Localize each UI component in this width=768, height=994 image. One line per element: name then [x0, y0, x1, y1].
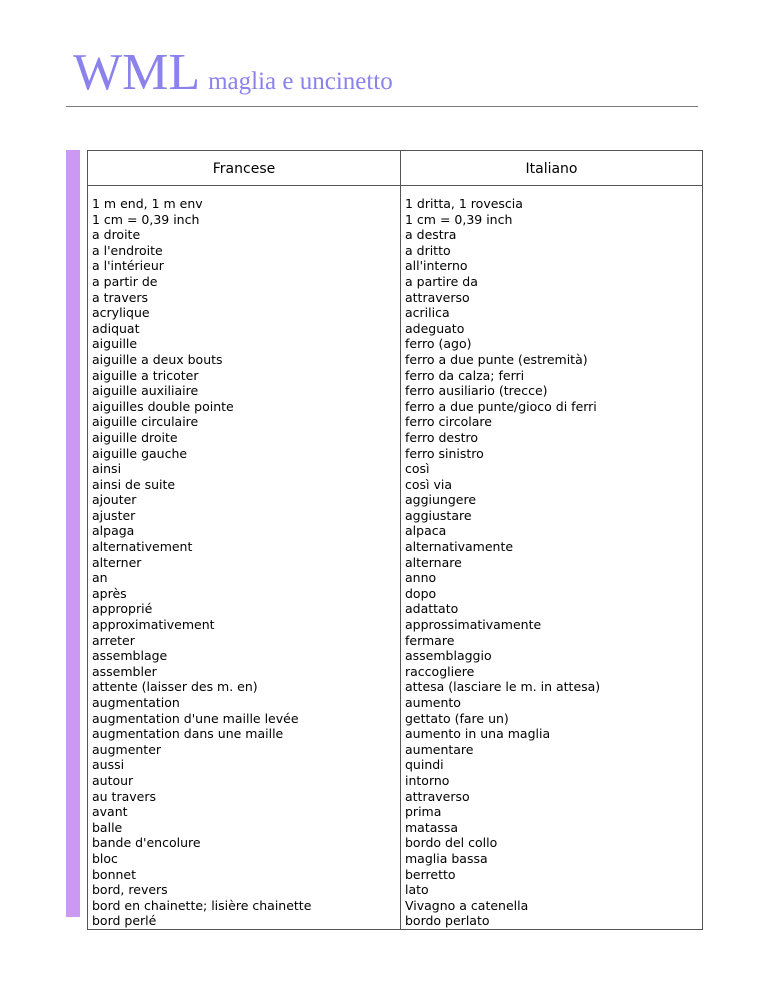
table-row	[88, 243, 703, 259]
table-row	[88, 414, 703, 430]
italian-term: così	[401, 461, 703, 477]
table-row	[88, 586, 703, 602]
italian-term: a dritto	[401, 243, 703, 259]
table-row	[88, 446, 703, 462]
italian-term: ferro ausiliario (trecce)	[401, 383, 703, 399]
table-row	[88, 539, 703, 555]
italian-term: adeguato	[401, 321, 703, 337]
italian-term: bordo del collo	[401, 835, 703, 851]
table-row	[88, 882, 703, 898]
italian-term: all'interno	[401, 258, 703, 274]
french-term: bord en chainette; lisière chainette	[88, 898, 401, 914]
table-row	[88, 258, 703, 274]
italian-term: alternare	[401, 555, 703, 571]
french-term: augmenter	[88, 742, 401, 758]
italian-term: anno	[401, 570, 703, 586]
table-row	[88, 695, 703, 711]
table-row	[88, 664, 703, 680]
italian-term: a partire da	[401, 274, 703, 290]
table-row	[88, 352, 703, 368]
italian-term: prima	[401, 804, 703, 820]
italian-term: maglia bassa	[401, 851, 703, 867]
italian-term: ferro da calza; ferri	[401, 368, 703, 384]
table-row	[88, 773, 703, 789]
italian-term: aumento	[401, 695, 703, 711]
italian-term: berretto	[401, 867, 703, 883]
french-term: a travers	[88, 290, 401, 306]
table-row	[88, 898, 703, 914]
italian-term: approssimativamente	[401, 617, 703, 633]
table-row	[88, 399, 703, 415]
french-term: aiguille auxiliaire	[88, 383, 401, 399]
french-term: bloc	[88, 851, 401, 867]
italian-term: attraverso	[401, 789, 703, 805]
table-row	[88, 523, 703, 539]
italian-term: fermare	[401, 633, 703, 649]
italian-term: assemblaggio	[401, 648, 703, 664]
table-row	[88, 711, 703, 727]
italian-term: attesa (lasciare le m. in attesa)	[401, 679, 703, 695]
glossary-table	[87, 150, 703, 930]
italian-term: ferro (ago)	[401, 336, 703, 352]
italian-term: acrilica	[401, 305, 703, 321]
french-term: autour	[88, 773, 401, 789]
french-term: aiguille circulaire	[88, 414, 401, 430]
italian-term: aggiungere	[401, 492, 703, 508]
french-term: an	[88, 570, 401, 586]
italian-term: alternativamente	[401, 539, 703, 555]
french-term: balle	[88, 820, 401, 836]
french-term: a partir de	[88, 274, 401, 290]
table-row	[88, 633, 703, 649]
italian-term: adattato	[401, 601, 703, 617]
header-divider	[66, 106, 698, 107]
subtitle: maglia e uncinetto	[208, 68, 393, 95]
table-row	[88, 820, 703, 836]
italian-term: alpaca	[401, 523, 703, 539]
table-row	[88, 274, 703, 290]
french-term: bord, revers	[88, 882, 401, 898]
italian-term: quindi	[401, 757, 703, 773]
table-row	[88, 804, 703, 820]
french-term: adiquat	[88, 321, 401, 337]
french-term: a l'intérieur	[88, 258, 401, 274]
table-row	[88, 305, 703, 321]
italian-term: bordo perlato	[401, 913, 703, 929]
french-term: ajuster	[88, 508, 401, 524]
table-row	[88, 290, 703, 306]
french-term: bande d'encolure	[88, 835, 401, 851]
table-spacer-row	[88, 186, 703, 197]
table-row	[88, 508, 703, 524]
french-term: acrylique	[88, 305, 401, 321]
french-term: attente (laisser des m. en)	[88, 679, 401, 695]
italian-term: ferro a due punte/gioco di ferri	[401, 399, 703, 415]
column-header-french: Francese	[88, 151, 401, 186]
table-row	[88, 789, 703, 805]
table-row	[88, 726, 703, 742]
italian-term: 1 dritta, 1 rovescia	[401, 196, 703, 212]
french-term: aiguille gauche	[88, 446, 401, 462]
italian-term: Vivagno a catenella	[401, 898, 703, 914]
table-row	[88, 492, 703, 508]
italian-term: ferro circolare	[401, 414, 703, 430]
french-term: avant	[88, 804, 401, 820]
table-row	[88, 430, 703, 446]
table-row	[88, 336, 703, 352]
table-row	[88, 212, 703, 228]
table-row	[88, 913, 703, 929]
french-term: aiguille a tricoter	[88, 368, 401, 384]
french-term: 1 cm = 0,39 inch	[88, 212, 401, 228]
italian-term: ferro sinistro	[401, 446, 703, 462]
column-header-italian: Italiano	[401, 151, 703, 186]
french-term: alterner	[88, 555, 401, 571]
table-row	[88, 601, 703, 617]
italian-term: così via	[401, 477, 703, 493]
table-row	[88, 461, 703, 477]
table-row	[88, 196, 703, 212]
italian-term: lato	[401, 882, 703, 898]
french-term: après	[88, 586, 401, 602]
table-row	[88, 477, 703, 493]
table-row	[88, 757, 703, 773]
french-term: aiguilles double pointe	[88, 399, 401, 415]
italian-term: 1 cm = 0,39 inch	[401, 212, 703, 228]
french-term: 1 m end, 1 m env	[88, 196, 401, 212]
table-row	[88, 227, 703, 243]
logo: WML	[73, 44, 201, 101]
french-term: augmentation d'une maille levée	[88, 711, 401, 727]
french-term: assembler	[88, 664, 401, 680]
french-term: ainsi de suite	[88, 477, 401, 493]
french-term: arreter	[88, 633, 401, 649]
italian-term: aggiustare	[401, 508, 703, 524]
french-term: aussi	[88, 757, 401, 773]
french-term: ajouter	[88, 492, 401, 508]
table-row	[88, 321, 703, 337]
french-term: a l'endroite	[88, 243, 401, 259]
french-term: a droite	[88, 227, 401, 243]
table-row	[88, 835, 703, 851]
french-term: au travers	[88, 789, 401, 805]
table-row	[88, 742, 703, 758]
table-body	[88, 186, 703, 930]
french-term: aiguille a deux bouts	[88, 352, 401, 368]
italian-term: attraverso	[401, 290, 703, 306]
italian-term: aumentare	[401, 742, 703, 758]
french-term: assemblage	[88, 648, 401, 664]
french-term: approximativement	[88, 617, 401, 633]
sidebar-accent-bar	[66, 150, 80, 917]
italian-term: matassa	[401, 820, 703, 836]
french-term: ainsi	[88, 461, 401, 477]
italian-term: intorno	[401, 773, 703, 789]
table-row	[88, 368, 703, 384]
italian-term: raccogliere	[401, 664, 703, 680]
french-term: augmentation	[88, 695, 401, 711]
italian-term: ferro a due punte (estremità)	[401, 352, 703, 368]
french-term: bonnet	[88, 867, 401, 883]
french-term: approprié	[88, 601, 401, 617]
table-row	[88, 679, 703, 695]
french-term: augmentation dans une maille	[88, 726, 401, 742]
table-row	[88, 555, 703, 571]
french-term: alpaga	[88, 523, 401, 539]
italian-term: a destra	[401, 227, 703, 243]
french-term: aiguille	[88, 336, 401, 352]
table-row	[88, 648, 703, 664]
table-row	[88, 867, 703, 883]
french-term: alternativement	[88, 539, 401, 555]
page-header	[73, 44, 699, 102]
italian-term: aumento in una maglia	[401, 726, 703, 742]
french-term: aiguille droite	[88, 430, 401, 446]
table-row	[88, 617, 703, 633]
italian-term: gettato (fare un)	[401, 711, 703, 727]
table-row	[88, 570, 703, 586]
italian-term: dopo	[401, 586, 703, 602]
table-header-row	[88, 151, 703, 186]
italian-term: ferro destro	[401, 430, 703, 446]
french-term: bord perlé	[88, 913, 401, 929]
table-row	[88, 383, 703, 399]
table-row	[88, 851, 703, 867]
